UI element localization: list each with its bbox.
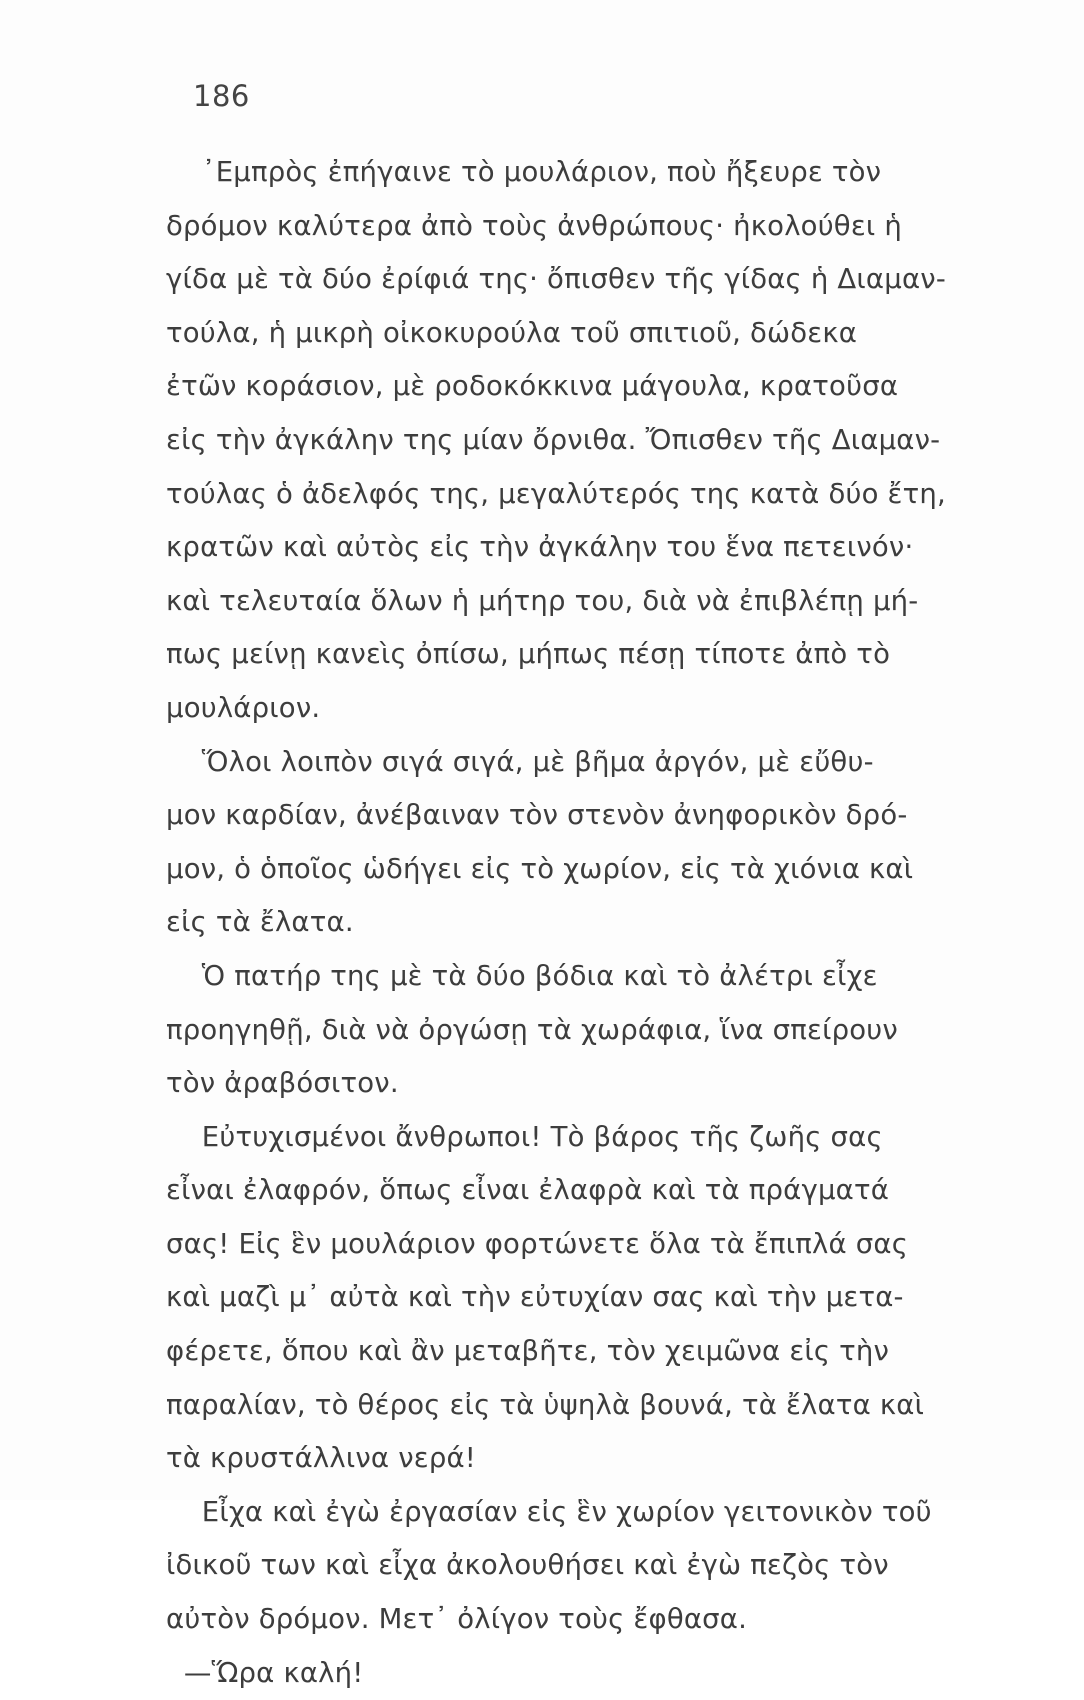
- text-line: μον καρδίαν, ἀνέβαιναν τὸν στενὸν ἀνηφορικὸν δρό-: [166, 799, 908, 832]
- text-line: αὐτὸν δρόμον. Μετ᾿ ὀλίγον τοὺς ἔφθασα.: [166, 1603, 748, 1636]
- text-line: φέρετε, ὅπου καὶ ἂν μεταβῆτε, τὸν χειμῶνα εἰς τὴν: [166, 1335, 890, 1368]
- text-line: Εἶχα καὶ ἐγὼ ἐργασίαν εἰς ἓν χωρίον γειτονικὸν τοῦ: [166, 1495, 932, 1528]
- text-line: ἰδικοῦ των καὶ εἶχα ἀκολουθήσει καὶ ἐγὼ πεζὸς τὸν: [166, 1549, 889, 1582]
- text-line: καὶ τελευταία ὅλων ἡ μήτηρ του, διὰ νὰ ἐπιβλέπῃ μή-: [166, 584, 919, 617]
- text-line: Εὐτυχισμένοι ἄνθρωποι! Τὸ βάρος τῆς ζωῆς σας: [166, 1120, 883, 1153]
- text-line: παραλίαν, τὸ θέρος εἰς τὰ ὑψηλὰ βουνά, τὰ ἔλατα καὶ: [166, 1388, 925, 1421]
- text-body: [166, 146, 986, 1700]
- text-line: γίδα μὲ τὰ δύο ἐρίφιά της· ὄπισθεν τῆς γίδας ἡ Διαμαν-: [166, 263, 946, 296]
- text-line: Ὅλοι λοιπὸν σιγά σιγά, μὲ βῆμα ἀργόν, μὲ εὔθυ-: [166, 745, 874, 778]
- text-line: προηγηθῇ, διὰ νὰ ὀργώσῃ τὰ χωράφια, ἵνα σπείρουν: [166, 1013, 898, 1046]
- text-line: τὰ κρυστάλλινα νερά!: [166, 1442, 477, 1475]
- page-number: 186: [193, 79, 250, 113]
- text-line: ᾿Εμπρὸς ἐπήγαινε τὸ μουλάριον, ποὺ ἤξευρε τὸν: [166, 156, 882, 188]
- text-line: μον, ὁ ὁποῖος ὡδήγει εἰς τὸ χωρίον, εἰς τὰ χιόνια καὶ: [166, 852, 914, 885]
- text-line: τούλας ὁ ἀδελφός της, μεγαλύτερός της κατὰ δύο ἔτη,: [166, 477, 946, 510]
- text-line: δρόμον καλύτερα ἀπὸ τοὺς ἀνθρώπους· ἠκολούθει ἡ: [166, 209, 902, 242]
- text-line: μουλάριον.: [166, 691, 321, 724]
- text-line: κρατῶν καὶ αὐτὸς εἰς τὴν ἀγκάλην του ἕνα πετεινόν·: [166, 531, 914, 564]
- text-line: εἰς τὴν ἀγκάλην της μίαν ὄρνιθα. Ὄπισθεν τῆς Διαμαν-: [166, 423, 941, 456]
- text-line: πως μείνῃ κανεὶς ὀπίσω, μήπως πέσῃ τίποτε ἀπὸ τὸ: [166, 638, 891, 671]
- text-line: τούλα, ἡ μικρὴ οἰκοκυρούλα τοῦ σπιτιοῦ, δώδεκα: [166, 316, 858, 349]
- text-line: τὸν ἀραβόσιτον.: [166, 1067, 399, 1100]
- text-line: σας! Εἰς ἓν μουλάριον φορτώνετε ὅλα τὰ ἔπιπλά σας: [166, 1227, 909, 1260]
- text-line: Ὁ πατήρ της μὲ τὰ δύο βόδια καὶ τὸ ἀλέτρι εἶχε: [166, 959, 878, 992]
- text-line: εἶναι ἐλαφρόν, ὅπως εἶναι ἐλαφρὰ καὶ τὰ πράγματά: [166, 1174, 890, 1207]
- text-line: ἐτῶν κοράσιον, μὲ ροδοκόκκινα μάγουλα, κρατοῦσα: [166, 370, 899, 403]
- text-line: —Ὥρα καλή!: [166, 1656, 364, 1689]
- text-line: εἰς τὰ ἔλατα.: [166, 906, 354, 939]
- text-line: καὶ μαζὶ μ᾿ αὐτὰ καὶ τὴν εὐτυχίαν σας καὶ τὴν μετα-: [166, 1281, 904, 1314]
